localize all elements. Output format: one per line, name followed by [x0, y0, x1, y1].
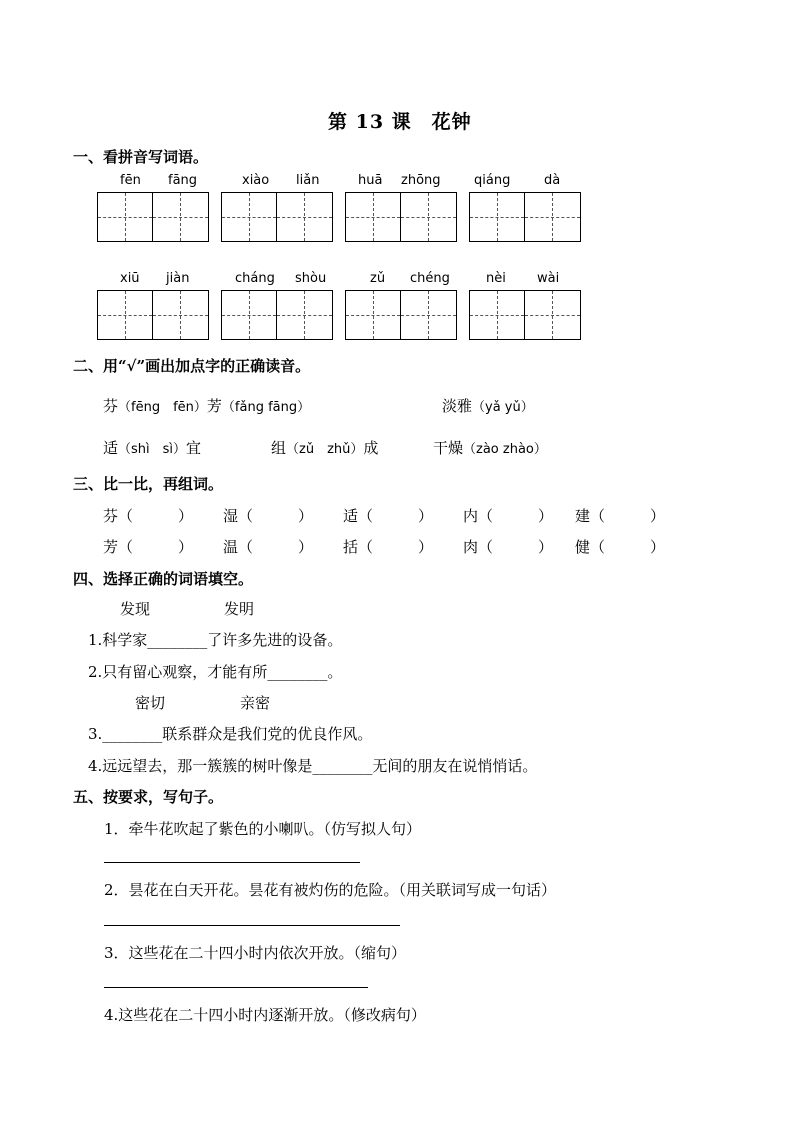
reading-item — [442, 395, 534, 416]
pinyin: chéng — [410, 271, 450, 286]
pinyin: xiū — [120, 271, 140, 286]
pinyin: liǎn — [296, 173, 320, 188]
pinyin: nèi — [486, 271, 506, 286]
answer-blank[interactable]: （ ） — [478, 507, 554, 525]
char: 宜 — [186, 439, 202, 457]
writing-cell[interactable] — [277, 192, 333, 242]
reading-options[interactable]: （zǔ zhǔ） — [286, 442, 364, 457]
section-5-heading: 五、按要求，写句子。 — [73, 788, 224, 806]
writing-cell[interactable] — [153, 192, 209, 242]
word-choice: 亲密 — [240, 694, 271, 712]
writing-cell[interactable] — [525, 290, 581, 340]
pinyin: zhōng — [401, 173, 441, 188]
compare-item — [103, 505, 193, 526]
pinyin: dà — [544, 173, 561, 188]
answer-blank[interactable]: （ ） — [590, 507, 666, 525]
pinyin: jiàn — [166, 271, 190, 286]
pinyin: huā — [358, 173, 383, 188]
writing-cell[interactable] — [345, 192, 401, 242]
writing-cell[interactable] — [469, 290, 525, 340]
char: 内 — [463, 507, 479, 525]
writing-box-group[interactable] — [97, 192, 209, 242]
answer-blank[interactable]: （ ） — [590, 538, 666, 556]
writing-box-group[interactable] — [469, 290, 581, 340]
answer-blank[interactable]: （ ） — [238, 507, 314, 525]
pinyin: wài — [537, 271, 560, 286]
answer-line[interactable] — [104, 987, 368, 988]
answer-blank[interactable]: （ ） — [118, 507, 194, 525]
char: 肉 — [463, 538, 479, 556]
writing-cell[interactable] — [525, 192, 581, 242]
pinyin: qiáng — [474, 173, 511, 188]
reading-options[interactable]: （yǎ yǔ） — [472, 400, 534, 415]
pinyin: shòu — [295, 271, 327, 286]
compare-item — [103, 536, 193, 557]
char: 芬 — [103, 397, 119, 415]
reading-item — [271, 437, 378, 458]
question-1: 1．牵牛花吹起了紫色的小喇叭。（仿写拟人句） — [104, 820, 422, 838]
reading-options[interactable]: （fǎng fāng） — [221, 400, 311, 415]
writing-box-group[interactable] — [97, 290, 209, 340]
section-2-heading: 二、用“√”画出加点字的正确读音。 — [73, 357, 311, 375]
page-title: 第 13 课 花钟 — [328, 111, 472, 133]
reading-item — [433, 437, 547, 458]
writing-cell[interactable] — [277, 290, 333, 340]
answer-line[interactable] — [104, 862, 360, 863]
writing-box-group[interactable] — [469, 192, 581, 242]
answer-line[interactable] — [104, 925, 400, 926]
word-choice: 密切 — [135, 694, 166, 712]
section-3-heading: 三、比一比，再组词。 — [73, 475, 224, 493]
word-choice: 发现 — [120, 600, 151, 618]
question-3: 3．这些花在二十四小时内依次开放。（缩句） — [104, 944, 407, 962]
pinyin: xiào — [242, 173, 270, 188]
writing-box-group[interactable] — [221, 192, 333, 242]
char: 括 — [343, 538, 359, 556]
question-1[interactable]: 1.科学家________了许多先进的设备。 — [88, 631, 343, 649]
compare-item — [343, 536, 433, 557]
writing-cell[interactable] — [221, 192, 277, 242]
compare-item — [223, 536, 313, 557]
compare-item — [575, 505, 665, 526]
pinyin: fāng — [168, 173, 198, 188]
question-2: 2．昙花在白天开花。昙花有被灼伤的危险。（用关联词写成一句话） — [104, 881, 557, 899]
char: 芳 — [206, 397, 222, 415]
writing-cell[interactable] — [345, 290, 401, 340]
reading-options[interactable]: （fēng fēn） — [118, 400, 207, 415]
writing-cell[interactable] — [153, 290, 209, 340]
reading-options[interactable]: （shì sì） — [118, 442, 187, 457]
writing-cell[interactable] — [469, 192, 525, 242]
char: 适 — [103, 439, 119, 457]
section-1-heading: 一、看拼音写词语。 — [73, 148, 209, 166]
compare-item — [223, 505, 313, 526]
writing-box-group[interactable] — [221, 290, 333, 340]
question-4: 4.这些花在二十四小时内逐渐开放。（修改病句） — [104, 1006, 426, 1024]
writing-box-group[interactable] — [345, 192, 457, 242]
char: 淡雅 — [442, 397, 473, 415]
question-4[interactable]: 4.远远望去，那一簇簇的树叶像是________无间的朋友在说悄悄话。 — [88, 757, 538, 775]
writing-cell[interactable] — [97, 192, 153, 242]
char: 适 — [343, 507, 359, 525]
pinyin: zǔ — [370, 271, 386, 286]
writing-cell[interactable] — [221, 290, 277, 340]
char: 干燥 — [433, 439, 464, 457]
section-4-heading: 四、选择正确的词语填空。 — [73, 570, 254, 588]
compare-item — [463, 536, 553, 557]
compare-item — [463, 505, 553, 526]
writing-cell[interactable] — [401, 192, 457, 242]
question-2[interactable]: 2.只有留心观察，才能有所________。 — [88, 663, 343, 681]
reading-item — [103, 395, 310, 416]
question-3[interactable]: 3.________联系群众是我们党的优良作风。 — [88, 725, 373, 743]
answer-blank[interactable]: （ ） — [118, 538, 194, 556]
char: 芬 — [103, 507, 119, 525]
writing-box-group[interactable] — [345, 290, 457, 340]
compare-item — [575, 536, 665, 557]
answer-blank[interactable]: （ ） — [478, 538, 554, 556]
char: 成 — [363, 439, 379, 457]
reading-item — [103, 437, 201, 458]
compare-item — [343, 505, 433, 526]
answer-blank[interactable]: （ ） — [358, 507, 434, 525]
answer-blank[interactable]: （ ） — [358, 538, 434, 556]
answer-blank[interactable]: （ ） — [238, 538, 314, 556]
pinyin: fēn — [120, 173, 141, 188]
char: 温 — [223, 538, 239, 556]
char: 建 — [575, 507, 591, 525]
writing-cell[interactable] — [401, 290, 457, 340]
char: 芳 — [103, 538, 119, 556]
reading-options[interactable]: （zào zhào） — [463, 442, 547, 457]
char: 健 — [575, 538, 591, 556]
char: 湿 — [223, 507, 239, 525]
char: 组 — [271, 439, 287, 457]
pinyin: cháng — [235, 271, 275, 286]
word-choice: 发明 — [224, 600, 255, 618]
writing-cell[interactable] — [97, 290, 153, 340]
